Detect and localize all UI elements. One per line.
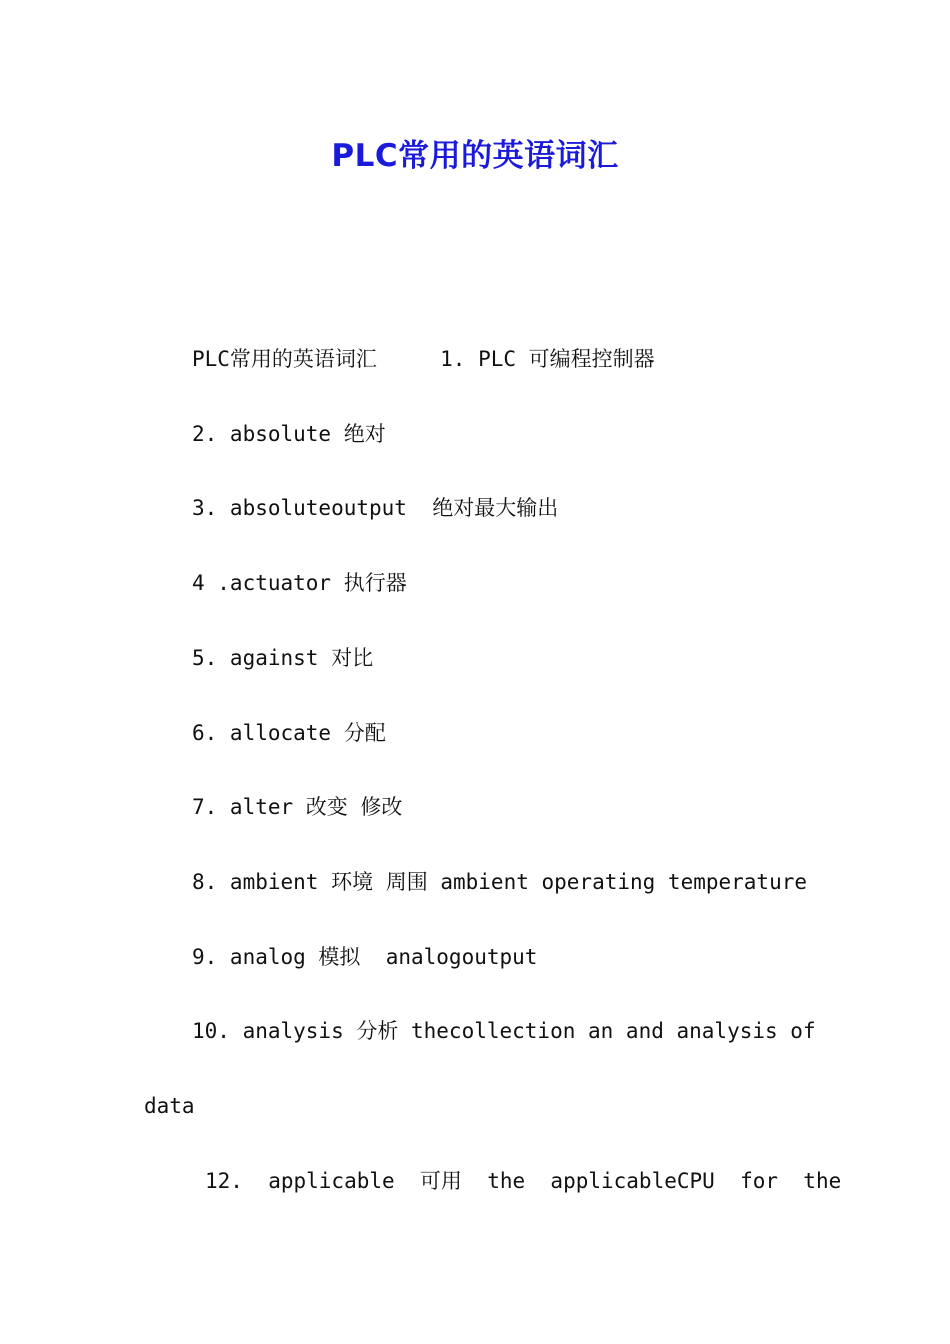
list-item: 2. absolute 绝对 xyxy=(192,422,386,446)
list-item: 6. allocate 分配 xyxy=(192,721,386,745)
list-item-continuation: data xyxy=(144,1094,195,1118)
list-item: 5. against 对比 xyxy=(192,646,374,670)
list-item: 10. analysis 分析 thecollection an and analysis of xyxy=(192,1019,816,1043)
list-item: 12. applicable 可用 the applicableCPU for the xyxy=(205,1169,842,1193)
list-item: PLC常用的英语词汇 1. PLC 可编程控制器 xyxy=(192,347,655,371)
page-title: PLC常用的英语词汇 xyxy=(331,138,619,174)
list-item: 8. ambient 环境 周围 ambient operating temperature xyxy=(192,870,808,894)
list-item: 7. alter 改变 修改 xyxy=(192,795,403,819)
list-item: 4 .actuator 执行器 xyxy=(192,571,407,595)
list-item: 9. analog 模拟 analogoutput xyxy=(192,945,538,969)
list-item: 3. absoluteoutput 绝对最大输出 xyxy=(192,496,559,520)
